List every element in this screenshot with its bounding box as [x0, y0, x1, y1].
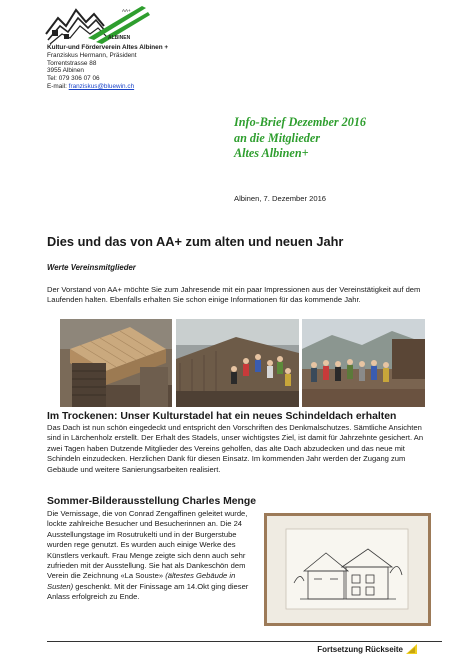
sender-email-line [47, 83, 168, 91]
footer-divider [47, 641, 442, 642]
sender-email-link[interactable]: franziskus@bluewin.ch [68, 82, 135, 90]
letter-date: Albinen, 7. Dezember 2016 [234, 194, 327, 203]
sender-org: Kultur-und Förderverein Altes Albinen + [47, 44, 169, 51]
footer-label: Fortsetzung Rückseite [317, 644, 403, 654]
infobrief-line-2: an die Mitglieder [234, 130, 320, 145]
sender-email-label: E-mail: [47, 82, 69, 90]
section-text-roof: Das Dach ist nun schön eingedeckt und entspricht den Vorschriften des Denkmalschutzes. Sämtliche Ansichten sind in Lärchenholz erstellt. Der Erhalt des Stadels, unser wichtigstes Ziel, ist damit für Jahrzehnte gesichert. An zwei Tagen haben Dutzende Mitglieder des Vereins geholfen, das alte Dach abzudecken und das neue mit Schindeln einzudecken. Herzlichen Dank für diesen Einsatz. Im kommenden Jahr werden der Zugang zum Gebäude und weitere Sanierungsarbeiten realisiert. [47, 423, 424, 474]
section-text-exhibition [47, 509, 255, 603]
section-title-roof: Im Trockenen: Unser Kulturstadel hat ein neues Schindeldach erhalten [47, 411, 397, 422]
sender-person: Franziskus Hermann, Präsident [47, 51, 137, 59]
photo-roof-shingles [60, 319, 172, 407]
sender-street: Torrentstrasse 88 [47, 59, 97, 67]
infobrief-heading [234, 115, 366, 162]
section-title-exhibition: Sommer-Bilderausstellung Charles Menge [47, 496, 257, 507]
logo-tag: AA+ [122, 8, 131, 13]
page-title: Dies und das von AA+ zum alten und neuen Jahr [47, 234, 344, 249]
photo-volunteer-group [302, 319, 425, 407]
framed-drawing-la-souste [264, 513, 431, 626]
logo-wordmark: ALBINEN [108, 35, 131, 41]
exhibition-text-a: Die Vernissage, die von Conrad Zengaffinen geleitet wurde, lockte zahlreiche Besucher und Besucherinnen an. Die 24 Ausstellungstage im Rosutrukelti und in der Burgerstube wurden rege genutzt. Es wurden auch einige Werke des Künstlers verkauft. Frau Menge zeigte sich denn auch sehr zufrieden mit der Ausstellung. Sie hat als Dankeschön dem Verein die Zeichnung «La Souste» [47, 509, 248, 581]
photo-roof-workers [176, 319, 299, 407]
sender-phone: Tel: 079 306 07 06 [47, 75, 100, 83]
exhibition-text-italic: (ältestes Gebäude in Susten) [47, 571, 236, 591]
sender-city: 3955 Albinen [47, 67, 84, 75]
page-turn-icon [406, 644, 417, 654]
intro-paragraph: Der Vorstand von AA+ möchte Sie zum Jahresende mit ein paar Impressionen aus der Vereinstätigkeit auf dem Laufenden halten. Ebenfalls erhalten Sie schon einige Informationen für das kommende Jahr. [47, 285, 421, 305]
infobrief-line-1: Info-Brief Dezember 2016 [234, 115, 367, 129]
greeting: Werte Vereinsmitglieder [47, 263, 136, 272]
sender-block [47, 44, 168, 91]
club-logo [44, 4, 154, 46]
infobrief-line-3: Altes Albinen+ [234, 146, 309, 160]
footer-continuation [317, 644, 417, 654]
exhibition-text-b: geschenkt. Mit der Finissage am 14.Okt ging dieser Anlass erfolgreich zu Ende. [47, 581, 249, 602]
